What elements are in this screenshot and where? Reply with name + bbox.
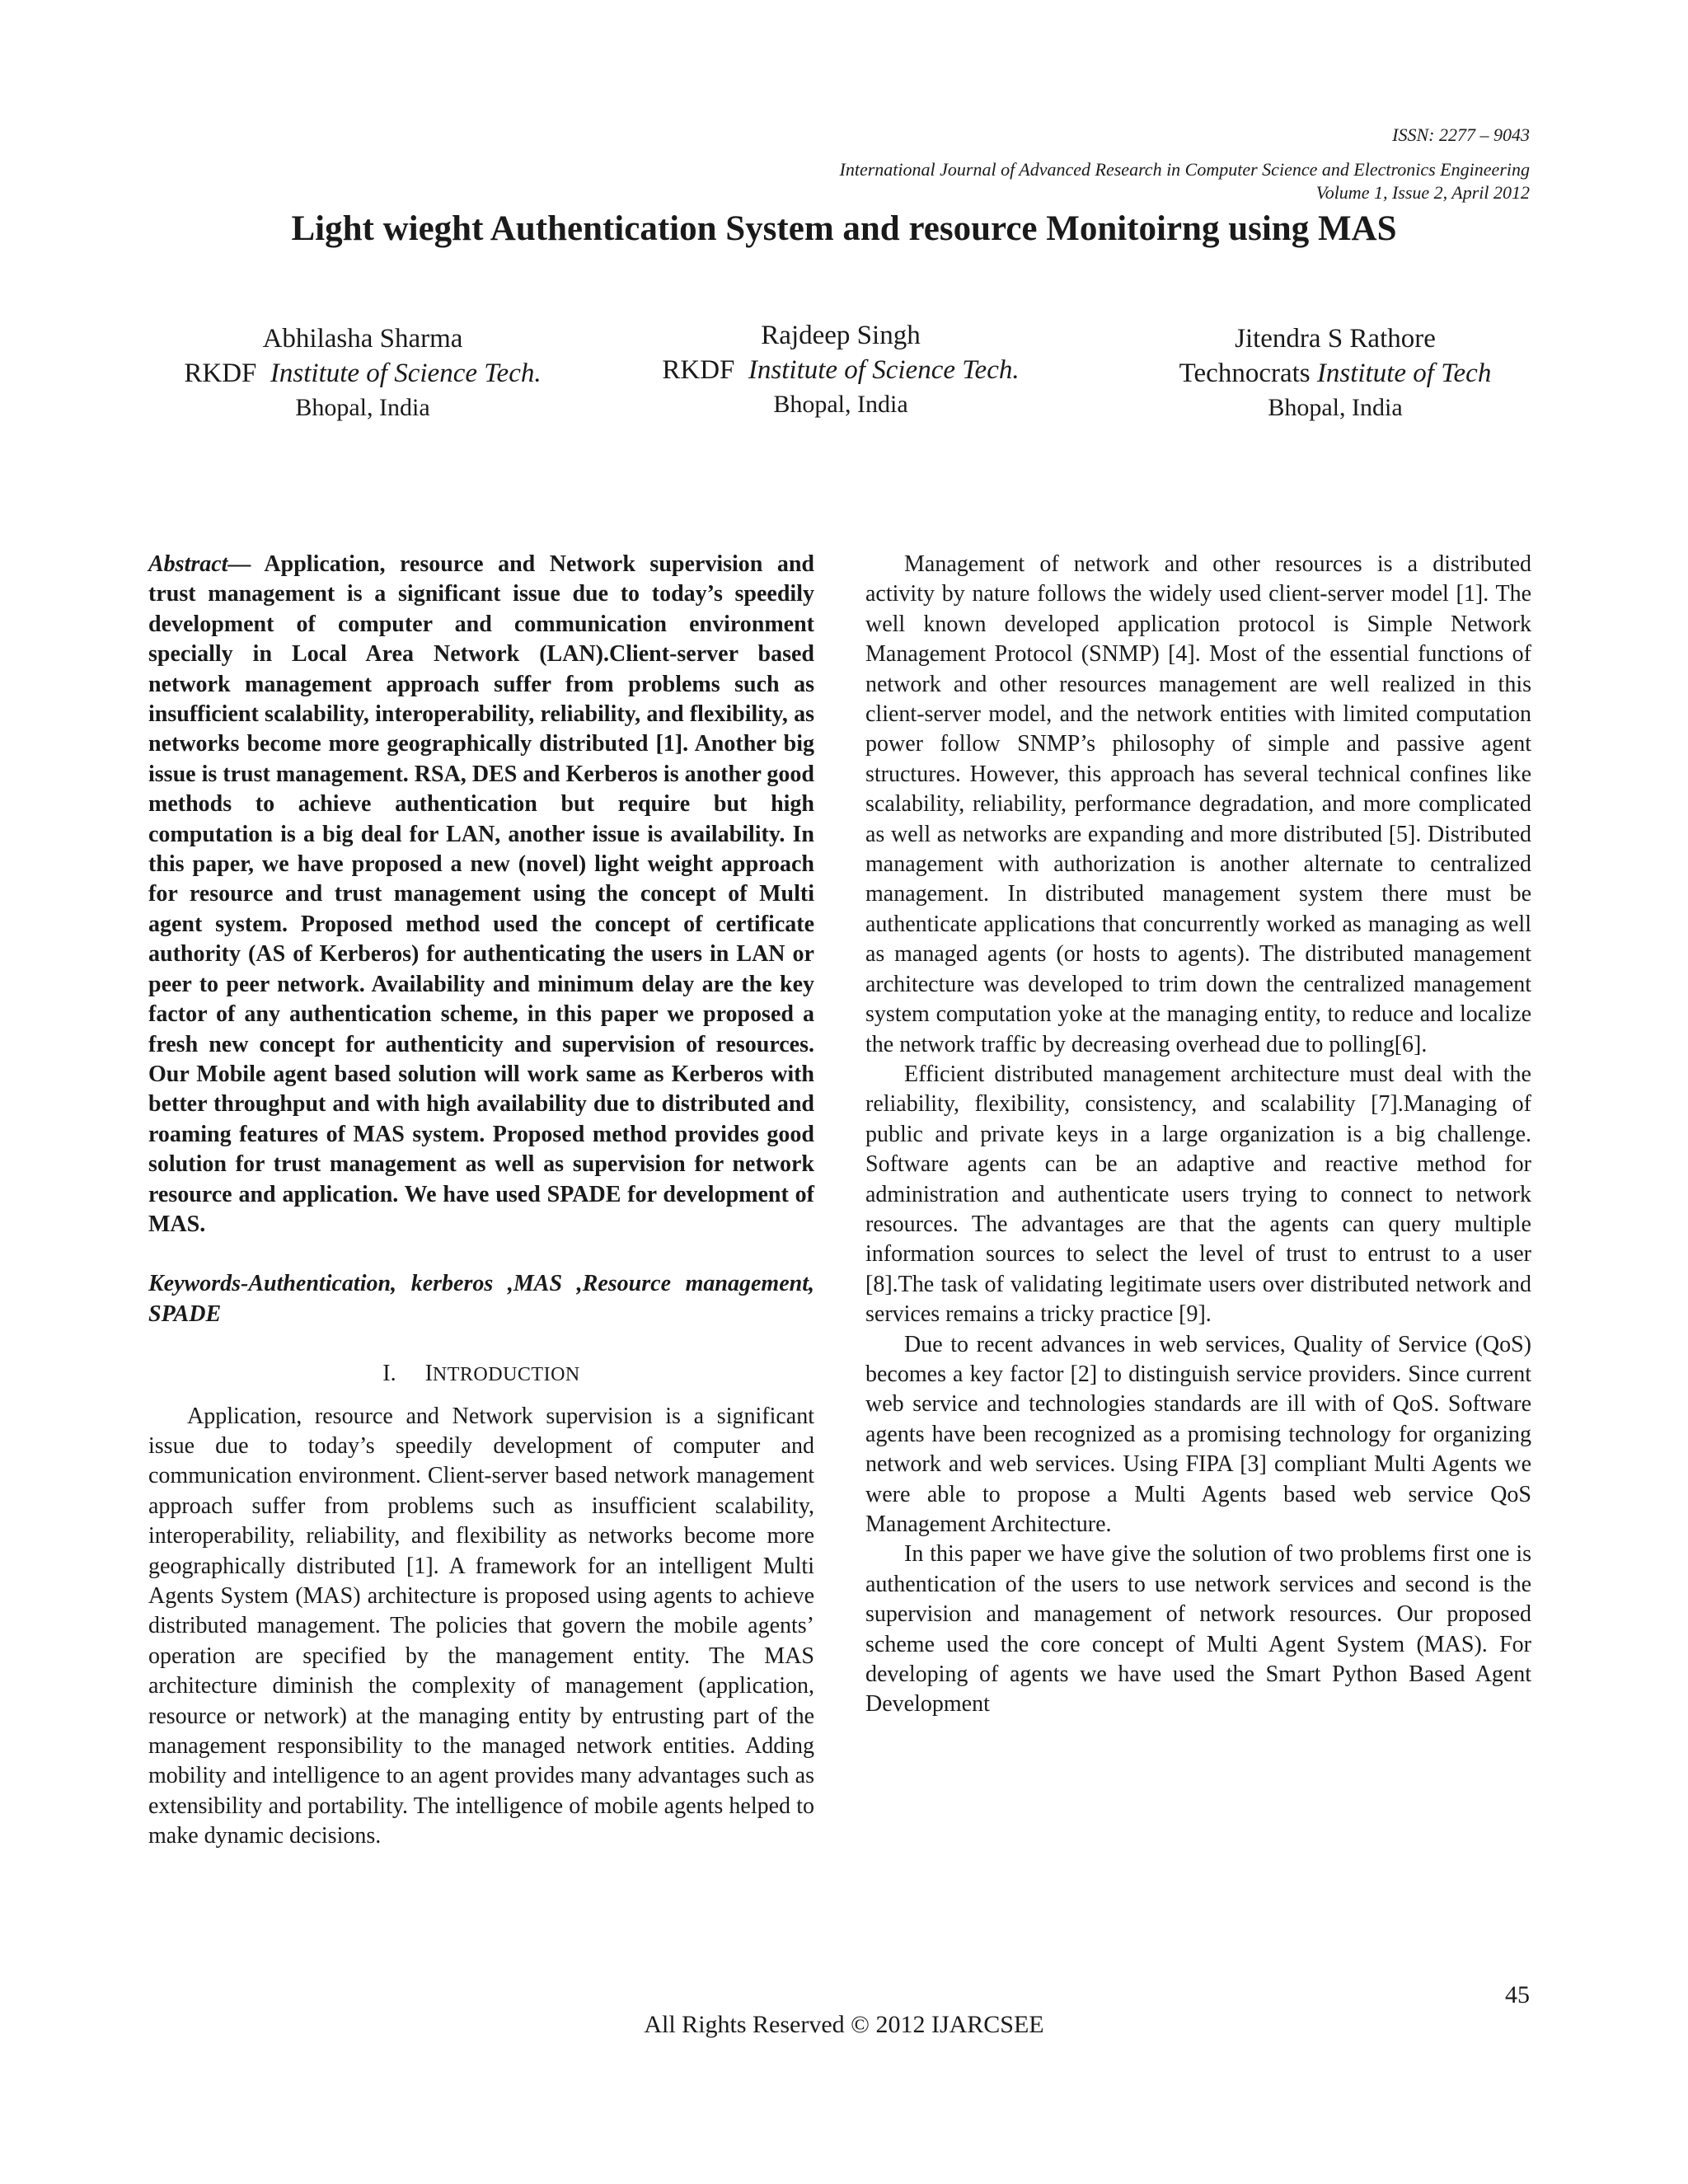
body-paragraph: Management of network and other resources is a distributed activity by nature follows the widely used client-server model [1]. The well known developed application protocol is Simple Network Management Protocol (SNMP) [4]. Most of the essential functions of network and other resources management are well realized in this client-server model, and the network entities with limited computation power follow SNMP’s philosophy of simple and passive agent structures. However, this approach has several technical confines like scalability, reliability, performance degradation, and more complicated as well as networks are expanding and more distributed [5]. Distributed management with authorization is another alternate to centralized management. In distributed management system there must be authenticate applications that concurrently worked as managing as well as managed agents (or hosts to agents). The distributed management architecture was developed to trim down the centralized management system computation yoke at the managing entity, to reduce and localize the network traffic by decreasing overhead due to polling[6]. — [865, 551, 1531, 1057]
author-block — [1088, 321, 1582, 425]
left-column — [148, 550, 814, 1852]
section-number: I. — [382, 1361, 396, 1387]
journal-name-header: International Journal of Advanced Research in Computer Science and Electronics Engineering — [839, 159, 1530, 180]
author-affiliation — [610, 353, 1071, 387]
author-block — [132, 321, 593, 425]
affiliation-prefix: RKDF — [662, 355, 735, 385]
keywords: Keywords-Authentication, kerberos ,MAS ,Resource management, SPADE — [148, 1271, 814, 1327]
abstract-label: Abstract— — [148, 551, 251, 577]
right-column — [865, 550, 1531, 1720]
author-location: Bhopal, India — [1268, 394, 1403, 421]
abstract-text: Application, resource and Network supervision and trust management is a significant issue due to today’s speedily development of computer and communication environment specially in Local Area Network (LAN).Client-server based network management approach suffer from problems such as insufficient scalability, interoperability, reliability, and flexibility, as networks become more geographically distributed [1]. Another big issue is trust management. RSA, DES and Kerberos is another good methods to achieve authentication but require but high computation is a big deal for LAN, another issue is availability. In this paper, we have proposed a new (novel) light weight approach for resource and trust management using the concept of Multi agent system. Proposed method used the concept of certificate authority (AS of Kerberos) for authenticating the users in LAN or peer to peer network. Availability and minimum delay are the key factor of any authentication scheme, in this paper we proposed a fresh new concept for authenticity and supervision of resources. Our Mobile agent based solution will work same as Kerberos with better throughput and with high availability due to distributed and roaming features of MAS system. Proposed method provides good solution for trust management as well as supervision for network resource and application. We have used SPADE for development of MAS. — [148, 551, 814, 1237]
body-paragraph: In this paper we have give the solution of two problems first one is authentication of the users to use network services and second is the supervision and management of network resources. Our proposed scheme used the core concept of Multi Agent System (MAS). For developing of agents we have used the Smart Python Based Agent Development — [865, 1541, 1531, 1718]
copyright-footer: All Rights Reserved © 2012 IJARCSEE — [644, 2011, 1044, 2038]
section-heading — [148, 1359, 814, 1390]
institution: Institute of Science Tech. — [748, 355, 1020, 385]
body-paragraph: Due to recent advances in web services, Quality of Service (QoS) becomes a key factor [2] to distinguish service providers. Since current web service and technologies standards are ill with of QoS. Software agents have been recognized as a promising technology for organizing network and web services. Using FIPA [3] compliant Multi Agents we were able to propose a Multi Agents based web service QoS Management Architecture. — [865, 1331, 1531, 1537]
author-block — [610, 318, 1071, 422]
institution: Institute of Science Tech. — [270, 359, 542, 388]
volume-header: Volume 1, Issue 2, April 2012 — [1315, 182, 1530, 203]
affiliation-prefix: RKDF — [184, 359, 257, 388]
author-location: Bhopal, India — [773, 391, 908, 418]
author-location: Bhopal, India — [295, 394, 430, 421]
author-affiliation — [132, 356, 593, 391]
section-title-rest: NTRODUCTION — [432, 1364, 580, 1386]
institution: Institute of Tech — [1316, 359, 1492, 388]
author-name: Rajdeep Singh — [761, 321, 921, 350]
affiliation-prefix: Technocrats — [1179, 359, 1311, 388]
author-affiliation — [1088, 356, 1582, 391]
page-number: 45 — [1505, 1981, 1530, 2008]
section-title-initial: I — [424, 1361, 433, 1387]
body-paragraph: Application, resource and Network supervision is a significant issue due to today’s speedily development of computer and communication environment. Client-server based network management approach suffer from problems such as insufficient scalability, interoperability, reliability, and flexibility as networks become more geographically distributed [1]. A framework for an intelligent Multi Agents System (MAS) architecture is proposed using agents to achieve distributed management. The policies that govern the mobile agents’ operation are specified by the management entity. The MAS architecture diminish the complexity of management (application, resource or network) at the managing entity by entrusting part of the management responsibility to the managed network entities. Adding mobility and intelligence to an agent provides many advantages such as extensibility and portability. The intelligence of mobile agents helped to make dynamic decisions. — [148, 1403, 814, 1849]
author-name: Jitendra S Rathore — [1235, 324, 1436, 354]
abstract — [148, 550, 814, 1240]
body-paragraph: Efficient distributed management architecture must deal with the reliability, flexibility, consistency, and scalability [7].Managing of public and private keys in a large organization is a big challenge. Software agents can be an adaptive and reactive method for administration and authenticate users trying to connect to network resources. The advantages are that the agents can query multiple information sources to select the level of trust to entrust to a user [8].The task of validating legitimate users over distributed network and services remains a tricky practice [9]. — [865, 1061, 1531, 1328]
author-name: Abhilasha Sharma — [262, 324, 463, 354]
paper-title: Light wieght Authentication System and resource Monitoirng using MAS — [291, 209, 1397, 248]
issn-header: ISSN: 2277 – 9043 — [1392, 124, 1530, 145]
